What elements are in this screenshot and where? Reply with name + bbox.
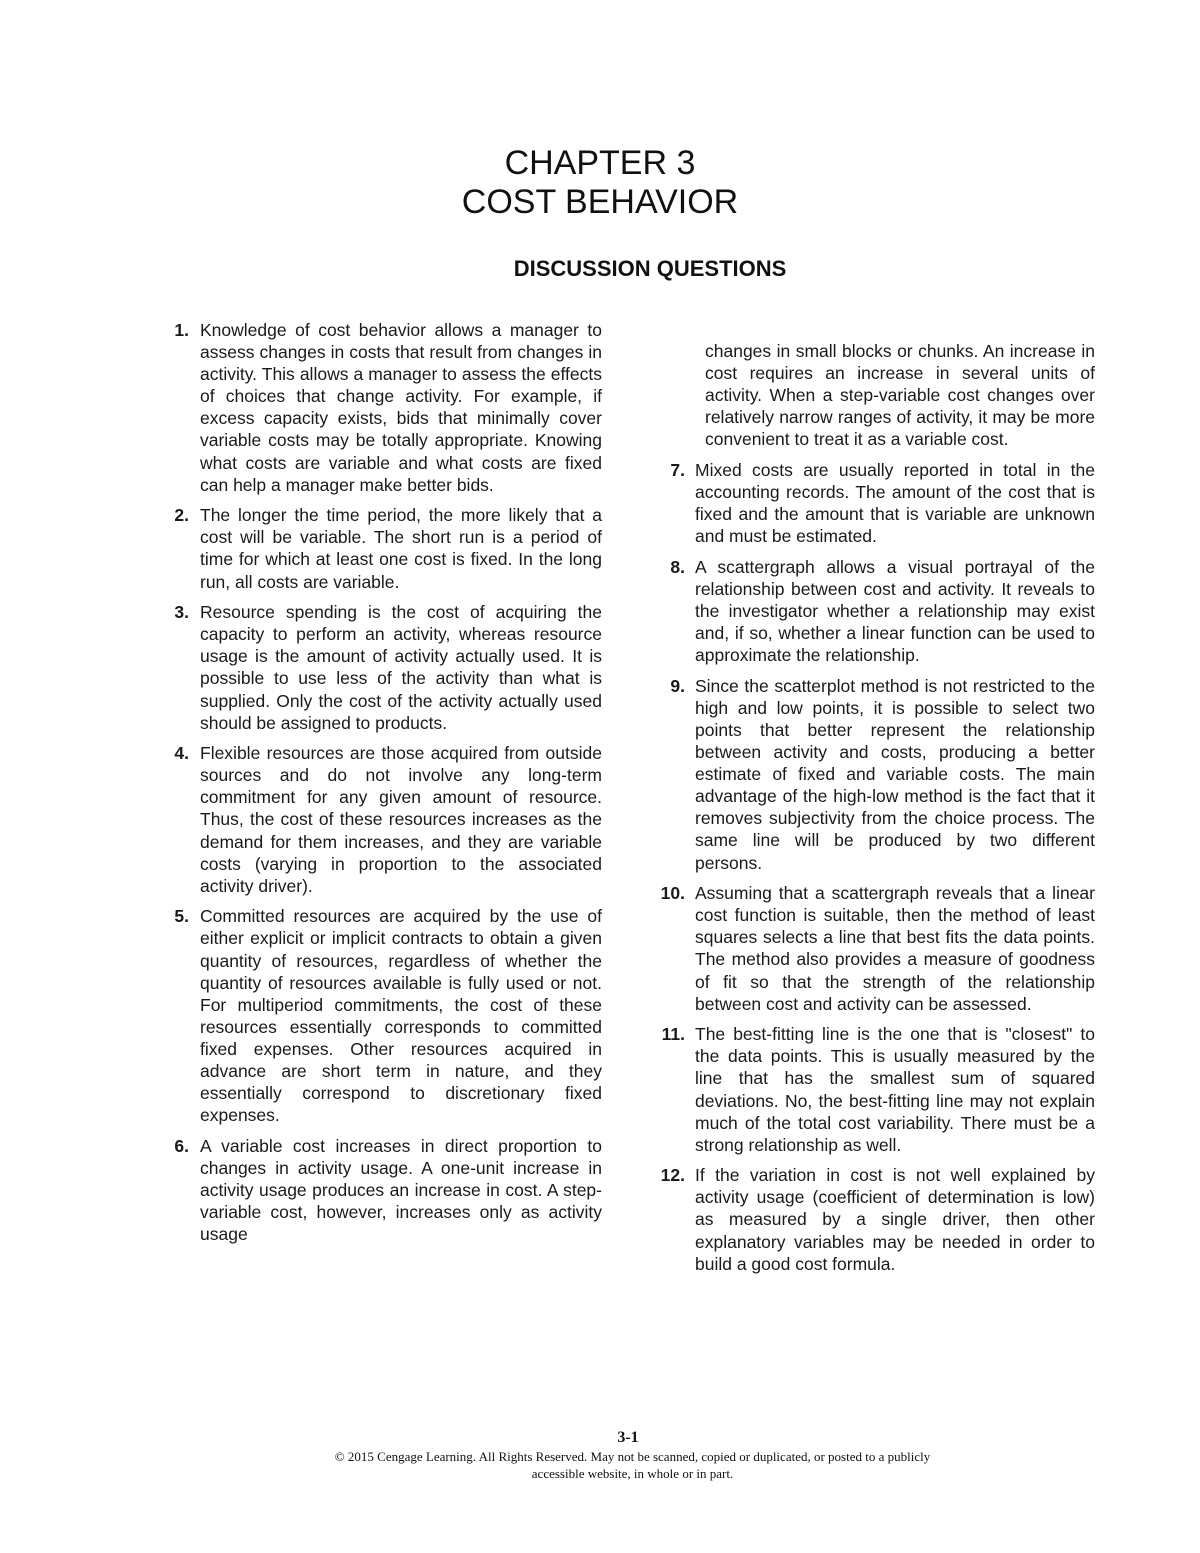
chapter-number: CHAPTER 3 (504, 144, 696, 182)
question-number: 12. (660, 1165, 685, 1186)
chapter-title: COST BEHAVIOR (461, 183, 739, 221)
question-text: Resource spending is the cost of acquiring the capacity to perform an activity, whereas resource usage is the amount of activity actually used. It is possible to use less of the activity than what is supplied. Only the cost of the activity actually used should be assigned to products. (200, 602, 602, 733)
question-number: 11. (661, 1024, 685, 1045)
question-text: If the variation in cost is not well explained by activity usage (coefficient of determination is low) as measured by a single driver, then other explanatory variables may be needed in order to build a good cost formula. (695, 1165, 1095, 1274)
question-4 (170, 742, 602, 897)
question-3 (170, 601, 602, 734)
page-number: 3-1 (617, 1429, 639, 1446)
copyright-line-2: accessible website, in whole or in part. (531, 1466, 734, 1481)
question-number: 9. (670, 675, 685, 696)
question-2 (170, 504, 602, 592)
question-1 (170, 319, 602, 496)
question-5 (170, 905, 602, 1126)
question-number: 3. (174, 602, 189, 623)
question-10 (655, 882, 1095, 1015)
copyright-line-1: © 2015 Cengage Learning. All Rights Reserved. May not be scanned, copied or duplicated, or posted to a publicly (334, 1449, 931, 1464)
question-text: Knowledge of cost behavior allows a manager to assess changes in costs that result from changes in activity. This allows a manager to assess the effects of choices that change activity. For example, if excess capacity exists, bids that minimally cover variable costs may be totally appropriate. Knowing what costs are variable and what costs are fixed can help a manager make better bids. (200, 320, 602, 495)
question-number: 1. (174, 320, 189, 340)
question-text: A scattergraph allows a visual portrayal of the relationship between cost and activity. It reveals to the investigator whether a relationship may exist and, if so, whether a linear function can be used to approximate the relationship. (695, 556, 1095, 666)
question-text: The longer the time period, the more likely that a cost will be variable. The short run is a period of time for which at least one cost is fixed. In the long run, all costs are variable. (200, 505, 602, 592)
question-text: Since the scatterplot method is not restricted to the high and low points, it is possible to select two points that better represent the relationship between activity and costs, producing a better estimate of fixed and variable costs. The main advantage of the high-low method is the fact that it removes subjectivity from the choice process. The same line will be produced by two different persons. (695, 675, 1095, 873)
question-6 (170, 1135, 602, 1245)
question-6-continued: changes in small blocks or chunks. An increase in cost requires an increase in several units of activity. When a step-variable cost changes over relatively narrow ranges of activity, it may be more convenient to treat it as a variable cost. (705, 341, 1095, 450)
question-7 (655, 459, 1095, 547)
question-8 (655, 556, 1095, 666)
question-number: 7. (670, 459, 685, 480)
question-number: 2. (174, 505, 189, 526)
question-text: Mixed costs are usually reported in total in the accounting records. The amount of the cost that is fixed and the amount that is variable are unknown and must be estimated. (695, 459, 1095, 547)
question-text: A variable cost increases in direct proportion to changes in activity usage. A one-unit increase in activity usage produces an increase in cost. A step-variable cost, however, increases only as activity usage (200, 1135, 602, 1245)
question-text: The best-fitting line is the one that is "closest" to the data points. This is usually measured by the line that has the smallest sum of squared deviations. No, the best-fitting line may not explain much of the total cost variability. There must be a strong relationship as well. (695, 1024, 1095, 1155)
question-number: 10. (660, 883, 685, 904)
right-column (655, 340, 1095, 1283)
question-number: 8. (670, 556, 685, 577)
question-12 (655, 1164, 1095, 1274)
question-number: 6. (174, 1135, 189, 1156)
question-number: 5. (174, 906, 189, 927)
question-9 (655, 675, 1095, 874)
question-text: Flexible resources are those acquired from outside sources and do not involve any long-term commitment for any given amount of resource. Thus, the cost of these resources increases as the demand for them increases, and they are variable costs (varying in proportion to the associated activity driver). (200, 743, 602, 896)
question-text: Committed resources are acquired by the use of either explicit or implicit contracts to obtain a given quantity of resources, regardless of whether the quantity of resources available is fully used or not. For multiperiod commitments, the cost of these resources essentially corresponds to committed fixed expenses. Other resources acquired in advance are short term in nature, and they essentially correspond to discretionary fixed expenses. (200, 906, 602, 1126)
section-heading: DISCUSSION QUESTIONS (513, 256, 787, 281)
question-11 (655, 1023, 1095, 1156)
copyright-notice (0, 1448, 1200, 1482)
question-text: Assuming that a scattergraph reveals that a linear cost function is suitable, then the method of least squares selects a line that best fits the data points. The method also provides a measure of goodness of fit so that the strength of the relationship between cost and activity can be assessed. (695, 883, 1095, 1014)
question-number: 4. (174, 743, 189, 764)
left-column (170, 319, 602, 1254)
